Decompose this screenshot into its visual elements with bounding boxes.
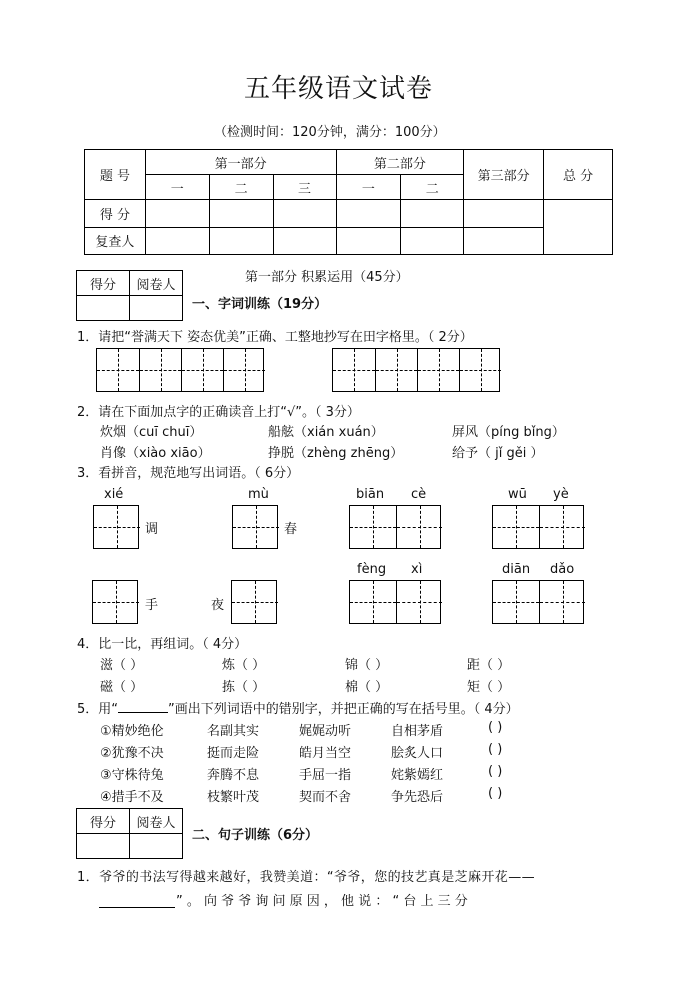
pinyin: xié <box>104 487 124 502</box>
q4-item[interactable]: 锦（ ） <box>345 658 389 673</box>
answer-blank[interactable] <box>99 907 175 908</box>
question-4: 4．比一比，再组词。（ 4分） <box>77 637 248 652</box>
grader-reviewer-label: 阅卷人 <box>130 809 183 834</box>
score-cell[interactable] <box>145 200 209 227</box>
review-cell[interactable] <box>273 227 336 254</box>
given-char: 调 <box>145 522 159 537</box>
grader-box <box>76 808 183 859</box>
row-header-item: 题 号 <box>85 150 146 200</box>
grader-reviewer-cell[interactable] <box>130 834 183 859</box>
q5-item: 名副其实 <box>207 724 260 739</box>
q5-item: ④措手不及 <box>100 790 164 805</box>
review-cell[interactable] <box>336 227 401 254</box>
q5-item: 自相茅盾 <box>391 724 444 739</box>
grader-box <box>76 270 183 321</box>
pinyin: fèng <box>357 562 387 577</box>
review-cell[interactable] <box>464 227 544 254</box>
grader-score-cell[interactable] <box>77 296 130 321</box>
q5-answer-blank[interactable]: ( ) <box>488 764 503 779</box>
part1-sub-1: 一 <box>145 175 209 200</box>
part2-sub-1: 一 <box>336 175 401 200</box>
q4-item[interactable]: 拣（ ） <box>222 680 266 695</box>
review-cell[interactable] <box>209 227 273 254</box>
part1-sub-2: 二 <box>209 175 273 200</box>
q5-item: 争先恐后 <box>391 790 444 805</box>
q5-item: 皓月当空 <box>299 746 352 761</box>
part1-header: 第一部分 <box>145 150 336 175</box>
q2-item[interactable]: 炊烟（cuī chuī） <box>100 425 203 440</box>
q2-item[interactable]: 船舷（xián xuán） <box>268 425 384 440</box>
part2-sub-2: 二 <box>401 175 464 200</box>
q5-item: 娓娓动听 <box>299 724 352 739</box>
q4-item[interactable]: 磁（ ） <box>100 680 144 695</box>
q2-item[interactable]: 挣脱（zhèng zhēng） <box>268 446 404 461</box>
q5-item: 挺而走险 <box>207 746 260 761</box>
row-score-label: 得 分 <box>85 200 146 227</box>
exam-info: （检测时间：120分钟，满分：100分） <box>214 125 446 140</box>
given-char: 夜 <box>211 598 225 613</box>
given-char: 春 <box>284 522 298 537</box>
review-cell[interactable] <box>145 227 209 254</box>
pinyin: dǎo <box>550 562 575 577</box>
pinyin: diān <box>502 562 531 577</box>
grader-reviewer-cell[interactable] <box>130 296 183 321</box>
part1-heading: 第一部分 积累运用（45分） <box>245 270 409 285</box>
q4-item[interactable]: 距（ ） <box>467 658 511 673</box>
total-score-cell[interactable] <box>544 200 613 255</box>
q5-answer-blank[interactable]: ( ) <box>488 720 503 735</box>
score-cell[interactable] <box>209 200 273 227</box>
tianzige-group-2[interactable] <box>332 348 500 392</box>
grader-score-cell[interactable] <box>77 834 130 859</box>
question-2: 2．请在下面加点字的正确读音上打“√”。（ 3分） <box>77 405 360 420</box>
tianzige-q3[interactable] <box>349 505 441 549</box>
part3-header: 第三部分 <box>464 150 544 200</box>
pinyin: cè <box>411 487 427 502</box>
q5-item: 脍炙人口 <box>391 746 444 761</box>
q5-item: 奔腾不息 <box>207 768 260 783</box>
q5-answer-blank[interactable]: ( ) <box>488 786 503 801</box>
q5-item: ①精妙绝伦 <box>100 724 164 739</box>
grader-score-label: 得分 <box>77 809 130 834</box>
pinyin: wū <box>508 487 527 502</box>
question-1: 1．请把“誉满天下 姿态优美”正确、工整地抄写在田字格里。（ 2分） <box>77 330 473 345</box>
page-title: 五年级语文试卷 <box>244 74 434 104</box>
pinyin: biān <box>356 487 385 502</box>
section2-heading: 二、句子训练（6分） <box>192 828 319 843</box>
score-table <box>84 149 613 255</box>
tianzige-q3[interactable] <box>232 505 278 549</box>
part2-header: 第二部分 <box>336 150 464 175</box>
score-cell[interactable] <box>336 200 401 227</box>
row-review-label: 复查人 <box>85 227 146 254</box>
section1-heading: 一、字词训练（19分） <box>192 297 328 312</box>
q2-item[interactable]: 肖像（xiào xiāo） <box>100 446 211 461</box>
pinyin: xì <box>411 562 423 577</box>
score-cell[interactable] <box>401 200 464 227</box>
score-cell[interactable] <box>464 200 544 227</box>
q4-item[interactable]: 棉（ ） <box>345 680 389 695</box>
pinyin: mù <box>248 487 269 502</box>
q5-item: 姹紫嫣红 <box>391 768 444 783</box>
q2-item[interactable]: 屏风（píng bǐng） <box>452 425 565 440</box>
tianzige-q3[interactable] <box>231 580 277 624</box>
tianzige-q3[interactable] <box>93 505 139 549</box>
q5-answer-blank[interactable]: ( ) <box>488 742 503 757</box>
given-char: 手 <box>145 598 159 613</box>
grader-score-label: 得分 <box>77 271 130 296</box>
review-cell[interactable] <box>401 227 464 254</box>
part1-sub-3: 三 <box>273 175 336 200</box>
question-3: 3．看拼音，规范地写出词语。（ 6分） <box>77 466 300 481</box>
section2-question-1-cont: ” 。 向 爷 爷 询 问 原 因 ， 他 说 ： “ 台 上 三 分 <box>176 894 468 909</box>
grader-reviewer-label: 阅卷人 <box>130 271 183 296</box>
section2-question-1: 1．爷爷的书法写得越来越好，我赞美道：“爷爷，您的技艺真是芝麻开花—— <box>77 870 536 885</box>
tianzige-q3[interactable] <box>349 580 441 624</box>
tianzige-group-1[interactable] <box>96 348 264 392</box>
question-5: 5．用“ ”画出下列词语中的错别字，并把正确的写在括号里。（ 4分） <box>77 702 519 717</box>
q4-item[interactable]: 滋（ ） <box>100 658 144 673</box>
tianzige-q3[interactable] <box>492 505 584 549</box>
tianzige-q3[interactable] <box>92 580 138 624</box>
q4-item[interactable]: 矩（ ） <box>467 680 511 695</box>
score-cell[interactable] <box>273 200 336 227</box>
q5-item: 手屈一指 <box>299 768 352 783</box>
total-header: 总 分 <box>544 150 613 200</box>
underline-marker <box>118 712 168 713</box>
q5-item: 契而不舍 <box>299 790 352 805</box>
q5-item: 枝繁叶茂 <box>207 790 260 805</box>
q5-item: ②犹豫不决 <box>100 746 164 761</box>
q4-item[interactable]: 炼（ ） <box>222 658 266 673</box>
q5-item: ③守株待兔 <box>100 768 164 783</box>
q2-item[interactable]: 给予（ jǐ gěi ） <box>452 446 544 461</box>
tianzige-q3[interactable] <box>492 580 584 624</box>
pinyin: yè <box>553 487 569 502</box>
